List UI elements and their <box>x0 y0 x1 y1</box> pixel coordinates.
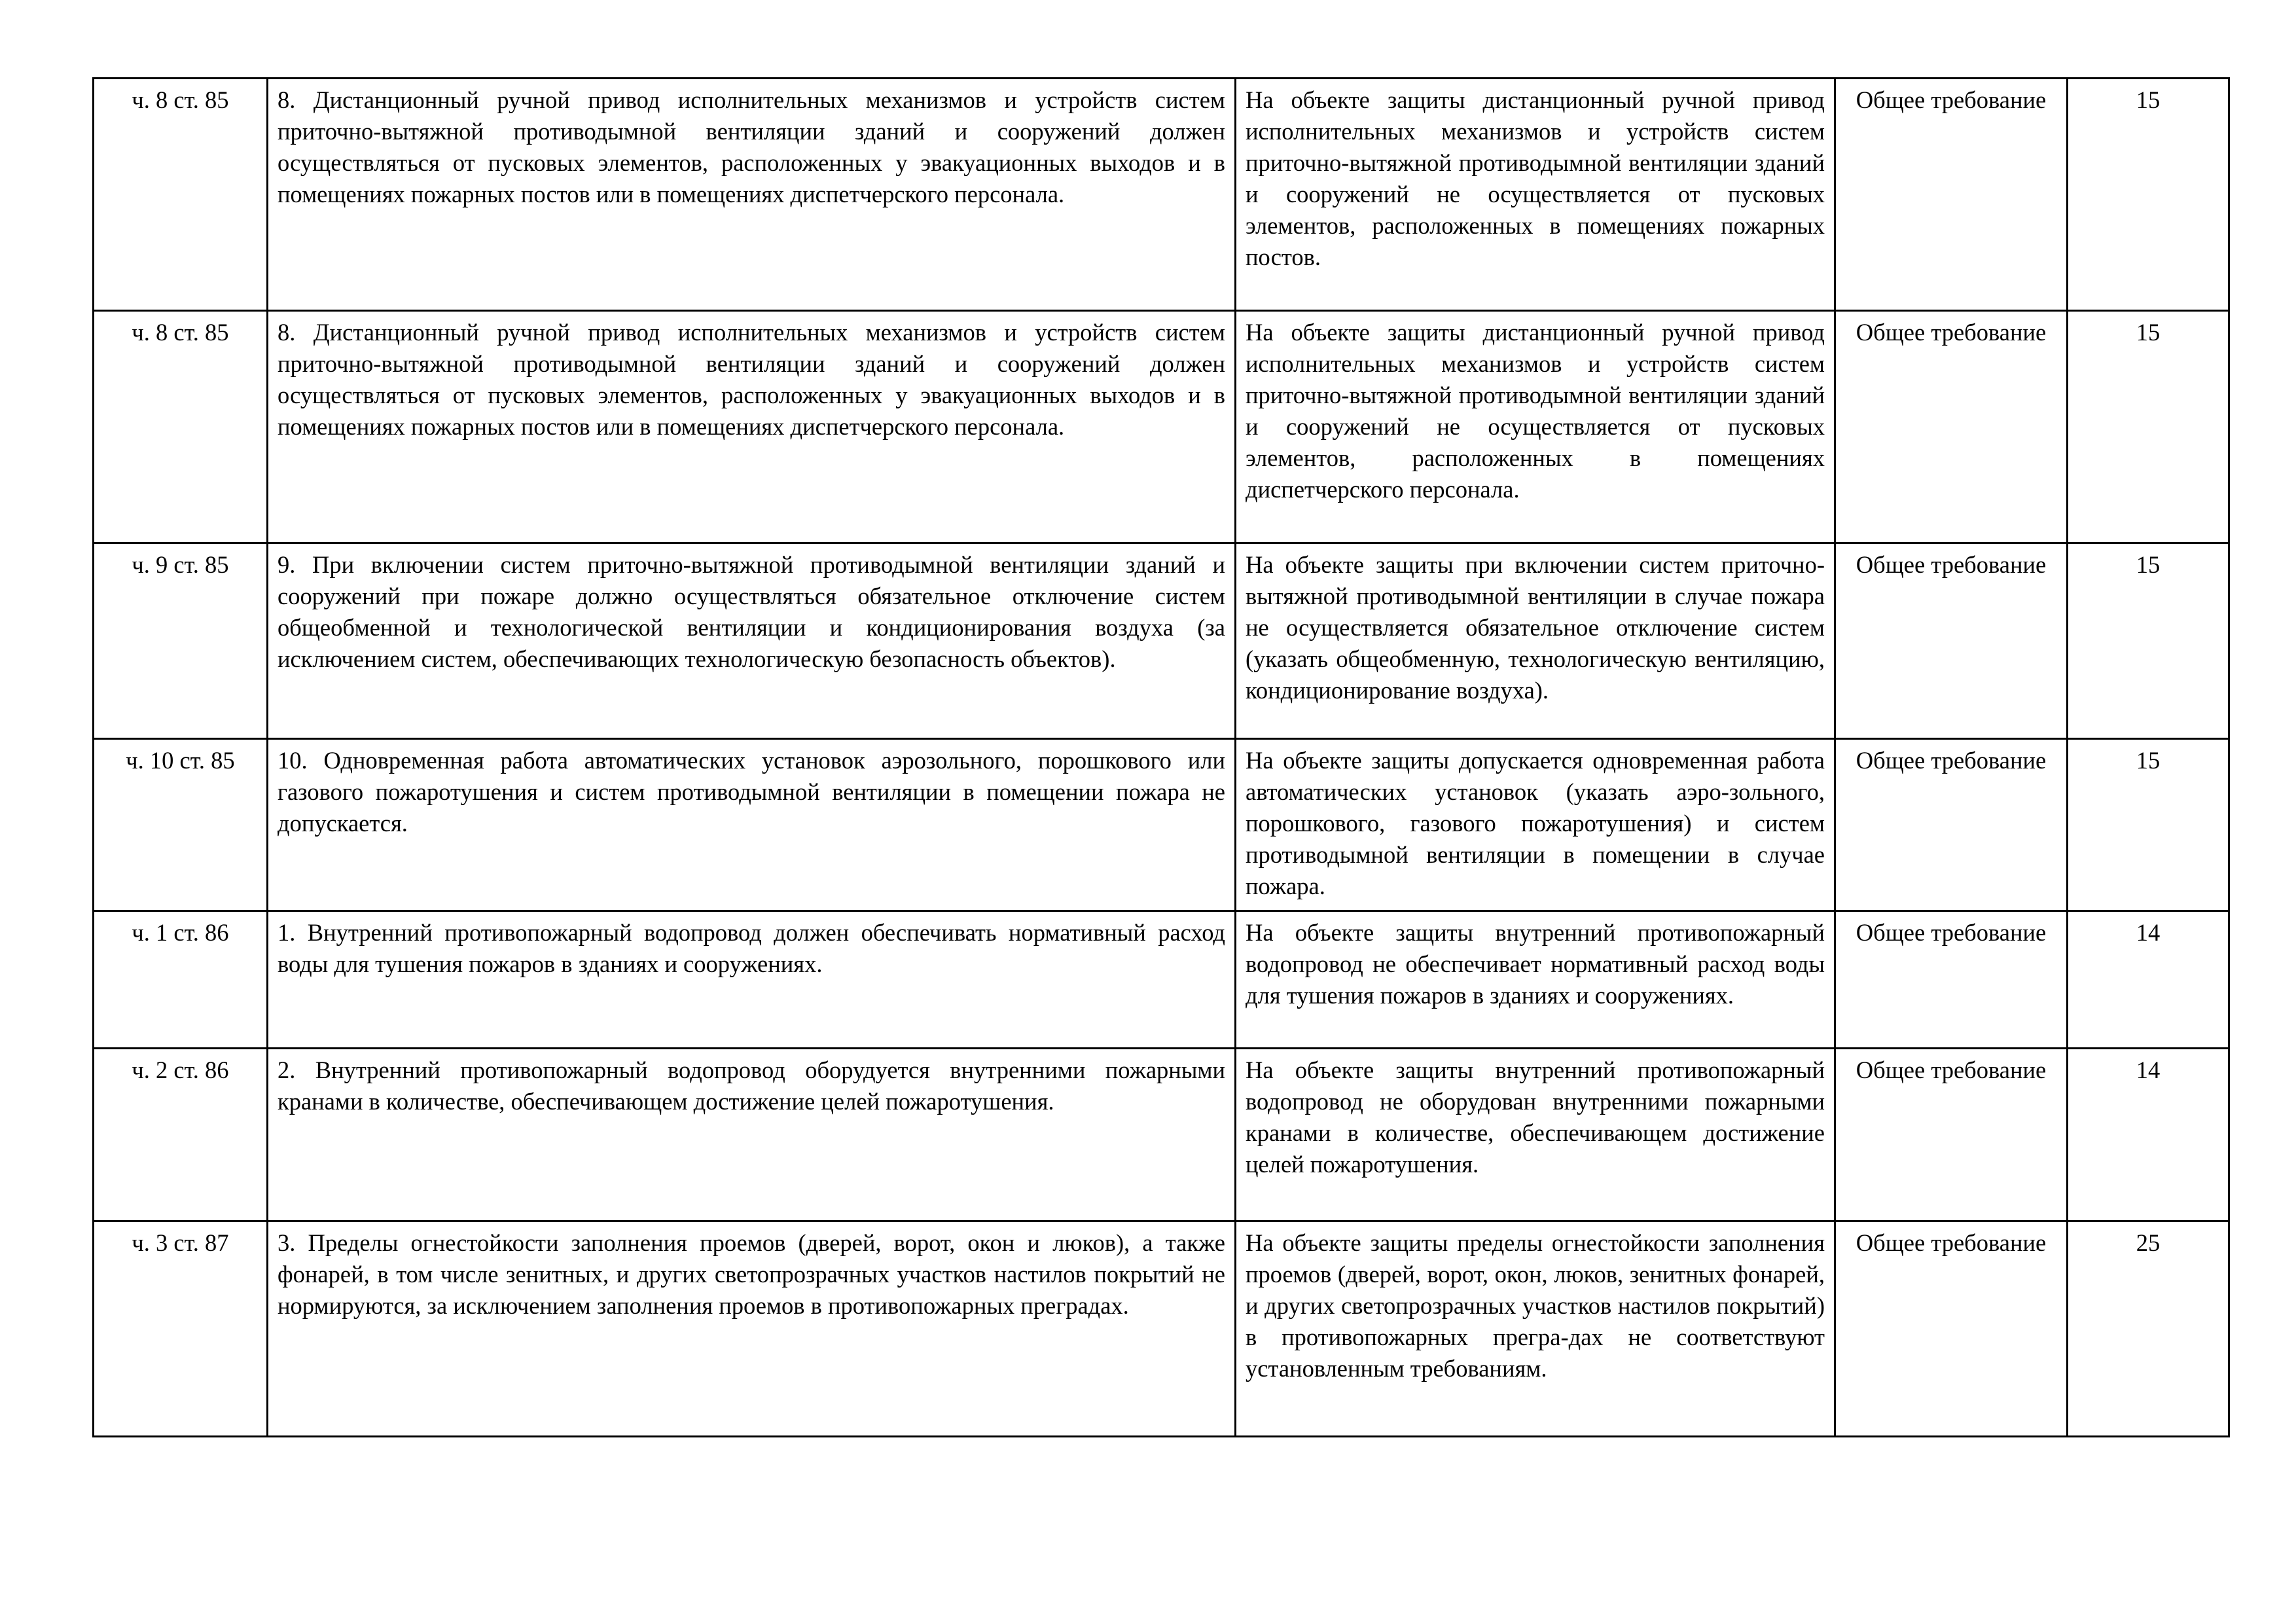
number-cell: 14 <box>2068 911 2229 1049</box>
violation-cell: На объекте защиты допускается одновременная работа автоматических установок (указать аэро-зольного, порошкового, газового пожаротушения) и систем противодымной вентиляции в помещении в случае пожара. <box>1236 739 1835 911</box>
violation-cell: На объекте защиты пределы огнестойкости заполнения проемов (дверей, ворот, окон, люков, зенитных фонарей, и других светопрозрачных участков настилов покрытий) в противопожарных прегра-дах не соответствуют установленным требованиям. <box>1236 1221 1835 1437</box>
number-cell: 15 <box>2068 739 2229 911</box>
article-cell: ч. 3 ст. 87 <box>94 1221 268 1437</box>
requirement-type-cell: Общее требование <box>1835 911 2068 1049</box>
number-cell: 25 <box>2068 1221 2229 1437</box>
article-cell: ч. 9 ст. 85 <box>94 543 268 739</box>
requirement-type-cell: Общее требование <box>1835 1049 2068 1221</box>
requirement-cell: 2. Внутренний противопожарный водопровод оборудуется внутренними пожарными кранами в количестве, обеспечивающем достижение целей пожаротушения. <box>268 1049 1236 1221</box>
table-row <box>94 911 2229 1049</box>
requirement-cell: 10. Одновременная работа автоматических установок аэрозольного, порошкового или газового пожаротушения и систем противодымной вентиляции в помещении пожара не допускается. <box>268 739 1236 911</box>
article-cell: ч. 10 ст. 85 <box>94 739 268 911</box>
table-row <box>94 739 2229 911</box>
violation-cell: На объекте защиты внутренний противопожарный водопровод не оборудован внутренними пожарными кранами в количестве, обеспечивающем достижение целей пожаротушения. <box>1236 1049 1835 1221</box>
requirement-cell: 8. Дистанционный ручной привод исполнительных механизмов и устройств систем приточно-вытяжной противодымной вентиляции зданий и сооружений должен осуществляться от пусковых элементов, расположенных у эвакуационных выходов и в помещениях пожарных постов или в помещениях диспетчерского персонала. <box>268 79 1236 311</box>
violation-cell: На объекте защиты дистанционный ручной привод исполнительных механизмов и устройств систем приточно-вытяжной противодымной вентиляции зданий и сооружений не осуществляется от пусковых элементов, расположенных в помещениях диспетчерского персонала. <box>1236 311 1835 543</box>
requirement-type-cell: Общее требование <box>1835 543 2068 739</box>
number-cell: 15 <box>2068 543 2229 739</box>
violation-cell: На объекте защиты внутренний противопожарный водопровод не обеспечивает нормативный расход воды для тушения пожаров в зданиях и сооружениях. <box>1236 911 1835 1049</box>
requirement-type-cell: Общее требование <box>1835 311 2068 543</box>
requirement-type-cell: Общее требование <box>1835 739 2068 911</box>
number-cell: 15 <box>2068 79 2229 311</box>
number-cell: 15 <box>2068 311 2229 543</box>
requirement-type-cell: Общее требование <box>1835 1221 2068 1437</box>
table-row <box>94 1221 2229 1437</box>
table-row <box>94 311 2229 543</box>
requirement-cell: 9. При включении систем приточно-вытяжной противодымной вентиляции зданий и сооружений при пожаре должно осуществляться обязательное отключение систем общеобменной и технологической вентиляции и кондиционирования воздуха (за исключением систем, обеспечивающих технологическую безопасность объектов). <box>268 543 1236 739</box>
table-row <box>94 79 2229 311</box>
violation-cell: На объекте защиты дистанционный ручной привод исполнительных механизмов и устройств систем приточно-вытяжной противодымной вентиляции зданий и сооружений не осуществляется от пусковых элементов, расположенных в помещениях пожарных постов. <box>1236 79 1835 311</box>
article-cell: ч. 8 ст. 85 <box>94 311 268 543</box>
requirement-cell: 3. Пределы огнестойкости заполнения проемов (дверей, ворот, окон и люков), а также фонарей, в том числе зенитных, и других светопрозрачных участков настилов покрытий не нормируются, за исключением заполнения проемов в противопожарных преградах. <box>268 1221 1236 1437</box>
requirement-cell: 1. Внутренний противопожарный водопровод должен обеспечивать нормативный расход воды для тушения пожаров в зданиях и сооружениях. <box>268 911 1236 1049</box>
table-row <box>94 1049 2229 1221</box>
article-cell: ч. 1 ст. 86 <box>94 911 268 1049</box>
requirement-cell: 8. Дистанционный ручной привод исполнительных механизмов и устройств систем приточно-вытяжной противодымной вентиляции зданий и сооружений должен осуществляться от пусковых элементов, расположенных у эвакуационных выходов и в помещениях пожарных постов или в помещениях диспетчерского персонала. <box>268 311 1236 543</box>
violation-cell: На объекте защиты при включении систем приточно-вытяжной противодымной вентиляции в случае пожара не осуществляется обязательное отключение систем (указать общеобменную, технологическую вентиляцию, кондиционирование воздуха). <box>1236 543 1835 739</box>
table-row <box>94 543 2229 739</box>
article-cell: ч. 2 ст. 86 <box>94 1049 268 1221</box>
requirement-type-cell: Общее требование <box>1835 79 2068 311</box>
requirements-table <box>92 77 2230 1437</box>
article-cell: ч. 8 ст. 85 <box>94 79 268 311</box>
number-cell: 14 <box>2068 1049 2229 1221</box>
